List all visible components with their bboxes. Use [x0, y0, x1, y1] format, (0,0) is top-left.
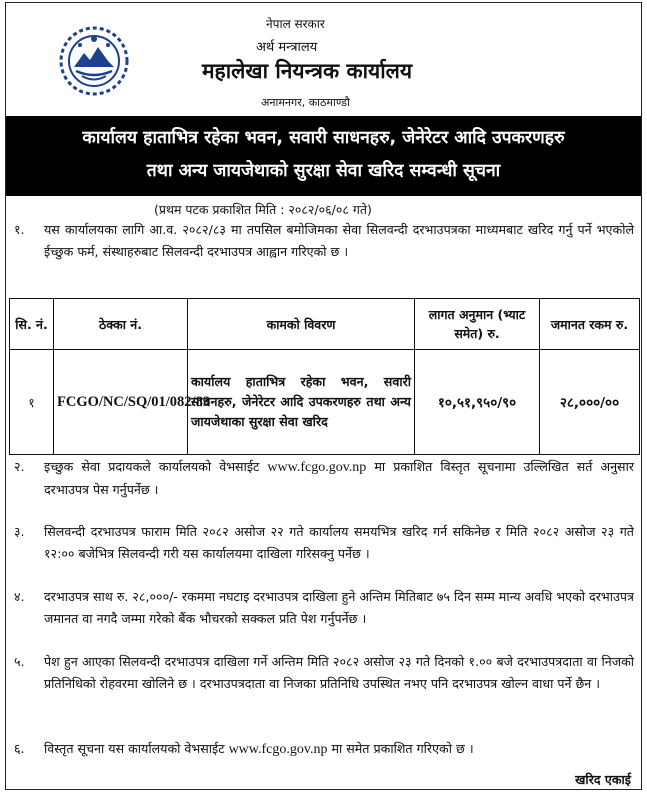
- cell-serial: १: [10, 350, 54, 455]
- paragraph-6: [14, 738, 634, 761]
- paragraph-text-part: इच्छुक सेवा प्रदायकले कार्यालयको वेभसाईट: [44, 459, 268, 474]
- paragraph-text: यस कार्यालयका लागि आ.व. २०८२/८३ मा तपसिल बमोजिमका सेवा सिलवन्दी दरभाउपत्रका माध्यमबाट खरिद गर्नु पर्ने भएकोले ईच्छुक फर्म, संस्थाहरुबाट सिलवन्दी दरभाउपत्र आह्वान गरिएको छ ।: [44, 222, 634, 259]
- header-guarantee: जमानत रकम रु.: [540, 299, 640, 350]
- cell-guarantee: २८,०००/००: [540, 350, 640, 455]
- cell-contract-no: FCGO/NC/SQ/01/082/83: [54, 350, 188, 455]
- paragraph-text-part: मा समेत प्रकाशित गरिएको छ ।: [327, 741, 474, 756]
- paragraph-text: [44, 456, 634, 500]
- notice-page: [5, 2, 642, 790]
- paragraph-number: ४.: [14, 589, 25, 604]
- paragraph-3: [14, 521, 634, 564]
- tender-table: [9, 298, 640, 455]
- paragraph-number: ६.: [14, 741, 25, 756]
- banner-line-2: तथा अन्य जायजेथाको सुरक्षा सेवा खरिद सम्वन्धी सूचना: [146, 161, 501, 181]
- nepal-government-emblem-icon: [58, 25, 130, 97]
- website-link[interactable]: www.fcgo.gov.np: [267, 460, 367, 475]
- table-row: [10, 350, 640, 455]
- paragraph-text: पेश हुन आएका सिलवन्दी दरभाउपत्र दाखिला गर्ने अन्तिम मिति २०८२ असोज २३ गते दिनको १.०० बजे दरभाउपत्रदाता वा निजको प्रतिनिधिको रोहवरमा खोलिने छ । दरभाउपत्रदाता वा निजका प्रतिनिधि उपस्थित नभए पनि दरभाउपत्र खोल्न वाधा पर्ने छैन ।: [44, 654, 634, 691]
- header-description: कामको विवरण: [188, 299, 415, 350]
- table-header-row: [10, 299, 640, 350]
- header-cost-estimate: लागत अनुमान (भ्याट समेत) रु.: [415, 299, 540, 350]
- paragraph-number: १.: [14, 222, 25, 237]
- cell-cost-estimate: १०,५१,९५०/९०: [415, 350, 540, 455]
- ministry-name: अर्थ मन्त्रालय: [256, 40, 318, 55]
- paragraph-4: [14, 586, 634, 629]
- website-link[interactable]: www.fcgo.gov.np: [228, 742, 328, 757]
- cell-description: कार्यालय हाताभित्र रहेका भवन, सवारी साधनहरु, जेनेरेटर आदि उपकरणहरु तथा अन्य जायजेथाका सुरक्षा सेवा खरिद: [188, 350, 415, 455]
- paragraph-text-part: मा प्रकाशित विस्तृत सूचनामा उल्लिखित सर्त अनुसार दरभाउपत्र पेस गर्नुपर्नेछ ।: [44, 459, 634, 497]
- header-contract-no: ठेक्का नं.: [54, 299, 188, 350]
- notice-title-banner: [6, 116, 641, 196]
- paragraph-number: ५.: [14, 654, 25, 669]
- paragraph-text: दरभाउपत्र साथ रु. २८,०००/- रकममा नघटाइ दरभाउपत्र दाखिला हुने अन्तिम मितिबाट ७५ दिन सम्म मान्य अवधि भएको दरभाउपत्र जमानत वा नगदै जम्मा गरेको बैंक भौचरको सक्कल प्रति पेश गर्नुपर्नेछ ।: [44, 589, 634, 626]
- publication-date: (प्रथम पटक प्रकाशित मिति : २०८२/०६/०८ गते): [154, 202, 372, 217]
- signer-unit: खरिद एकाई: [575, 772, 631, 787]
- office-name: महालेखा नियन्त्रक कार्यालय: [202, 59, 413, 83]
- paragraph-5: [14, 651, 634, 694]
- paragraph-number: २.: [14, 459, 25, 474]
- paragraph-text: [44, 738, 634, 761]
- paragraph-2: [14, 456, 634, 500]
- header-serial: सि. नं.: [10, 299, 54, 350]
- paragraph-text: सिलवन्दी दरभाउपत्र फाराम मिति २०८२ असोज २२ गते कार्यालय समयभित्र खरिद गर्न सकिनेछ र मिति २०८२ असोज २३ गते १२:०० बजेभित्र सिलवन्दी गरी यस कार्यालयमा दाखिला गरिसक्नु पर्नेछ ।: [44, 524, 634, 561]
- paragraph-number: ३.: [14, 524, 25, 539]
- paragraph-text-part: विस्तृत सूचना यस कार्यालयको वेभसाईट: [44, 741, 229, 756]
- office-address: अनामनगर, काठमाण्डौ: [261, 96, 350, 109]
- banner-line-1: कार्यालय हाताभित्र रहेका भवन, सवारी साधनहरु, जेनेरेटर आदि उपकरणहरु: [82, 128, 565, 148]
- government-name: नेपाल सरकार: [266, 17, 325, 31]
- paragraph-1: [14, 219, 634, 262]
